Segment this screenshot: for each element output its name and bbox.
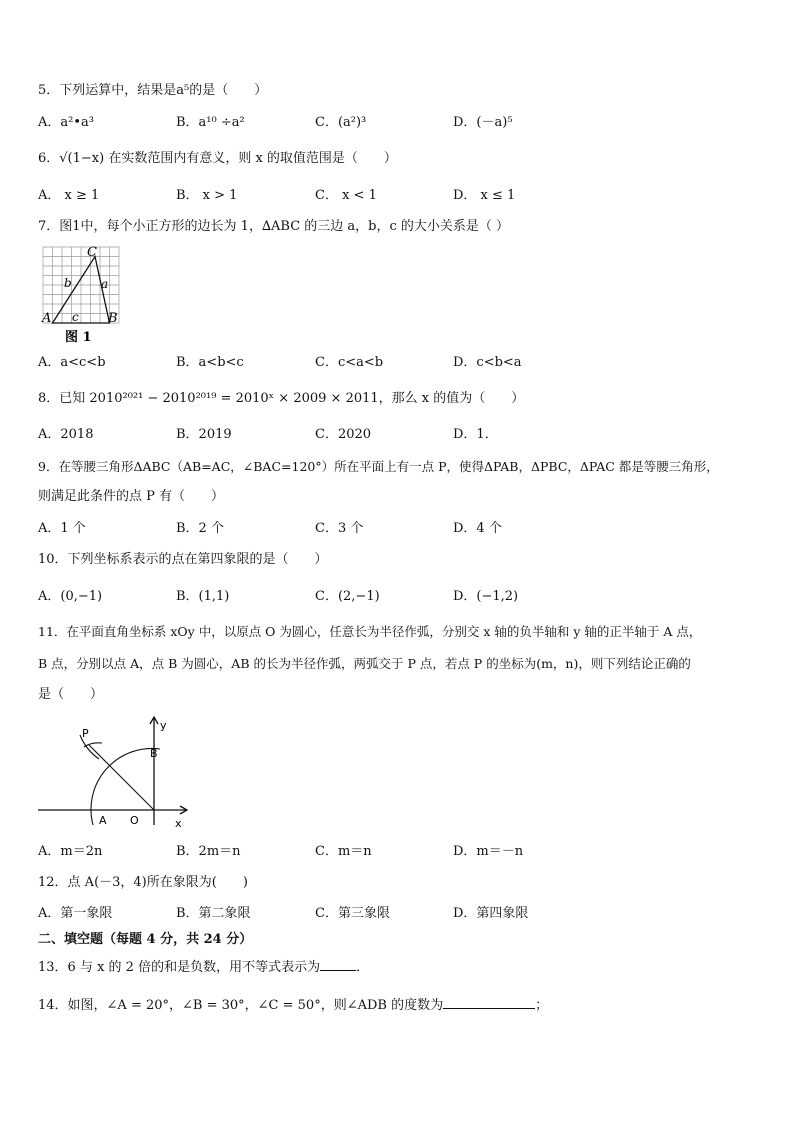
q11-option-c: C．m＝n xyxy=(315,844,372,859)
q11-label-P: P xyxy=(82,727,89,740)
q6-option-c: C． x < 1 xyxy=(315,188,377,203)
q11-label-B: B xyxy=(150,747,158,760)
q13-answer-blank[interactable] xyxy=(320,958,356,971)
q11-options xyxy=(38,844,758,860)
q7-option-a: A．a<c<b xyxy=(38,355,106,370)
q10-option-d: D．(−1,2) xyxy=(453,589,519,604)
q10-options xyxy=(38,589,758,605)
q7-grid-figure xyxy=(38,243,123,347)
q14-stem-before: 14．如图，∠A = 20°，∠B = 30°，∠C = 50°，则∠ADB 的度数为 xyxy=(38,998,444,1013)
q9-options xyxy=(38,521,758,537)
q12-option-a: A．第一象限 xyxy=(38,906,113,921)
q8-option-d: D．1． xyxy=(453,427,498,442)
q7-figure-caption: 图 1 xyxy=(65,330,92,345)
q8-option-a: A．2018 xyxy=(38,427,94,442)
q7-label-A: A xyxy=(42,311,52,326)
q7-label-B: B xyxy=(108,311,118,326)
q7-label-C: C xyxy=(87,245,97,260)
q7-option-b: B．a<b<c xyxy=(176,355,244,370)
q7-option-d: D．c<b<a xyxy=(453,355,522,370)
q7-label-b: b xyxy=(64,276,72,290)
q11-option-d: D．m＝－n xyxy=(453,844,524,859)
q12-stem: 12．点 A(－3，4)所在象限为( ) xyxy=(38,875,248,890)
q12-option-c: C．第三象限 xyxy=(315,906,390,921)
q12-option-b: B．第二象限 xyxy=(176,906,251,921)
q13-stem xyxy=(38,958,369,976)
q6-options xyxy=(38,188,758,204)
q14-stem-after: ； xyxy=(535,998,549,1013)
q11-stem-line3: 是（ ） xyxy=(38,687,104,702)
q8-stem: 8．已知 2010²⁰²¹ − 2010²⁰¹⁹ = 2010ˣ × 2009 × 2011，那么 x 的值为（ ） xyxy=(38,391,525,406)
q10-option-a: A．(0,−1) xyxy=(38,589,103,604)
q10-option-c: C．(2,−1) xyxy=(315,589,380,604)
q9-stem-line2: 则满足此条件的点 P 有（ ） xyxy=(38,489,225,504)
q5-stem: 5．下列运算中，结果是a⁵的是（ ） xyxy=(38,83,268,98)
q6-option-d: D． x ≤ 1 xyxy=(453,188,516,203)
q5-option-a: A．a²•a³ xyxy=(38,115,94,130)
q11-option-a: A．m＝2n xyxy=(38,844,103,859)
q10-option-b: B．(1,1) xyxy=(176,589,230,604)
q11-label-y: y xyxy=(160,719,167,732)
q13-stem-after: ． xyxy=(356,960,370,975)
q8-option-c: C．2020 xyxy=(315,427,372,442)
q8-options xyxy=(38,427,758,443)
q12-options xyxy=(38,906,758,922)
q5-options xyxy=(38,115,758,131)
section-fill-in-title: 二、填空题（每题 4 分，共 24 分） xyxy=(38,932,253,947)
q11-label-x: x xyxy=(175,817,182,830)
q5-option-d: D．(－a)⁵ xyxy=(453,115,513,130)
q11-stem-line2: B 点，分别以点 A，点 B 为圆心，AB 的长为半径作弧，两弧交于 P 点，若点 P 的坐标为(m，n)，则下列结论正确的 xyxy=(38,656,691,671)
q8-option-b: B．2019 xyxy=(176,427,232,442)
q10-stem: 10．下列坐标系表示的点在第四象限的是（ ） xyxy=(38,552,328,567)
q13-stem-before: 13．6 与 x 的 2 倍的和是负数，用不等式表示为 xyxy=(38,960,321,975)
q6-stem: 6．√(1−x) 在实数范围内有意义，则 x 的取值范围是（ ） xyxy=(38,151,397,166)
q9-option-c: C．3 个 xyxy=(315,521,364,536)
q14-answer-blank[interactable] xyxy=(443,996,535,1009)
q9-option-d: D．4 个 xyxy=(453,521,502,536)
q11-coordinate-figure xyxy=(36,715,196,830)
q9-option-a: A．1 个 xyxy=(38,521,86,536)
q6-option-b: B． x > 1 xyxy=(176,188,238,203)
q11-label-A: A xyxy=(99,814,107,827)
q6-option-a: A． x ≥ 1 xyxy=(38,188,100,203)
q11-label-O: O xyxy=(130,814,139,827)
q11-option-b: B．2m＝n xyxy=(176,844,241,859)
q9-stem-line1: 9．在等腰三角形ΔABC（AB=AC，∠BAC=120°）所在平面上有一点 P，使得ΔPAB，ΔPBC，ΔPAC 都是等腰三角形， xyxy=(38,459,719,474)
q7-label-a: a xyxy=(101,277,109,291)
q12-option-d: D．第四象限 xyxy=(453,906,529,921)
q7-stem: 7．图1中，每个小正方形的边长为 1，∆ABC 的三边 a，b，c 的大小关系是（ ） xyxy=(38,219,510,234)
q14-stem xyxy=(38,996,548,1014)
q7-options xyxy=(38,355,758,371)
q7-label-c: c xyxy=(72,310,79,324)
q9-option-b: B．2 个 xyxy=(176,521,224,536)
q7-option-c: C．c<a<b xyxy=(315,355,384,370)
q11-stem-line1: 11．在平面直角坐标系 xOy 中，以原点 O 为圆心，任意长为半径作弧，分别交 x 轴的负半轴和 y 轴的正半轴于 A 点， xyxy=(38,624,702,639)
q5-option-b: B．a¹⁰ ÷a² xyxy=(176,115,245,130)
q5-option-c: C．(a²)³ xyxy=(315,115,367,130)
